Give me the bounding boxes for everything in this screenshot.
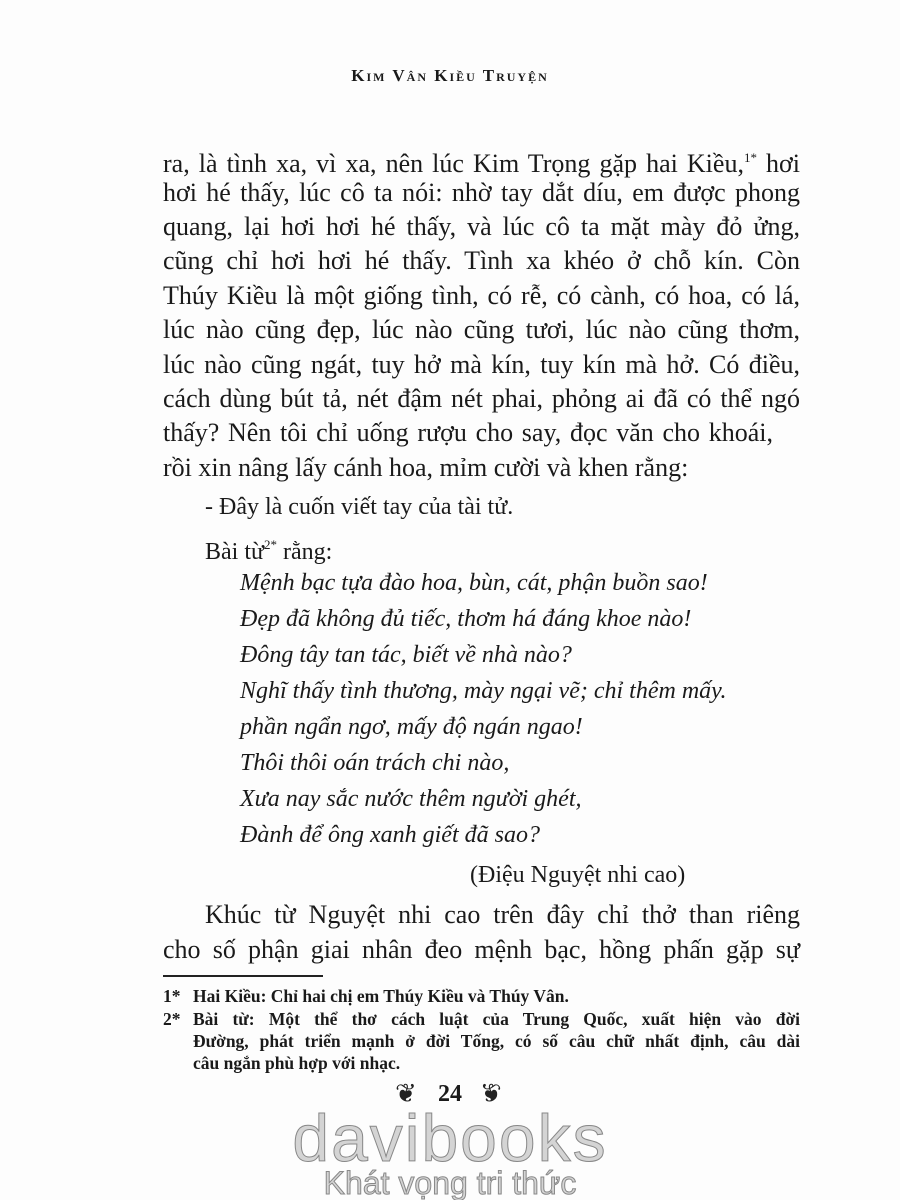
body-line-8: cách dùng bút tả, nét đậm nét phai, phỏng ai đã có thể ngó: [163, 384, 800, 413]
poem-line-5: phần ngẩn ngơ, mấy độ ngán ngao!: [240, 714, 583, 740]
poem-line-7: Xưa nay sắc nước thêm người ghét,: [240, 786, 582, 812]
body-line-11: Khúc từ Nguyệt nhi cao trên đây chỉ thở than riêng: [205, 900, 800, 929]
watermark-brand: davibooks: [292, 1110, 608, 1166]
body-line-1: ra, là tình xa, vì xa, nên lúc Kim Trọng gặp hai Kiều,$^{1*}$ hơi: [163, 149, 800, 178]
footnote-number: 1*: [163, 986, 181, 1006]
body-line-4: cũng chỉ hơi hơi hé thấy. Tình xa khéo ở chỗ kín. Còn: [163, 246, 800, 275]
poem-line-2: Đẹp đã không đủ tiếc, thơm há đáng khoe nào!: [240, 606, 692, 632]
ornament-right-icon: ❦: [480, 1079, 502, 1108]
footnote-text: Hai Kiều: Chỉ hai chị em Thúy Kiều và Thúy Vân.: [193, 986, 569, 1006]
body-line-2: hơi hé thấy, lúc cô ta nói: nhờ tay dắt díu, em được phong: [163, 178, 800, 207]
watermark-tagline: Khát vọng tri thức: [323, 1166, 577, 1200]
poem-line-3: Đông tây tan tác, biết về nhà nào?: [240, 642, 572, 668]
footnote-number: 2*: [163, 1009, 181, 1029]
body-line-9: thấy? Nên tôi chỉ uống rượu cho say, đọc văn cho khoái,: [163, 418, 773, 447]
footnote-ref-1[interactable]: 1*: [743, 150, 757, 165]
poem-line-4: Nghĩ thấy tình thương, mày ngại vẽ; chỉ thêm mấy.: [240, 678, 727, 704]
poem-line-6: Thôi thôi oán trách chi nào,: [240, 750, 510, 776]
body-line-7: lúc nào cũng ngát, tuy hở mà kín, tuy kín mà hở. Có điều,: [163, 350, 800, 379]
poem-attribution: (Điệu Nguyệt nhi cao): [470, 862, 686, 888]
running-header: Kim Vân Kiều Truyện: [351, 66, 549, 85]
body-line-6: lúc nào cũng đẹp, lúc nào cũng tươi, lúc nào cũng thơm,: [163, 315, 800, 344]
footnote-ref-2[interactable]: 2*: [264, 537, 278, 552]
footnote-text: Đường, phát triển mạnh ở đời Tống, có số câu chữ nhất định, câu dài: [193, 1031, 800, 1051]
poem-line-8: Đành để ông xanh giết đã sao?: [240, 822, 540, 848]
footnote-rule: [163, 975, 323, 977]
ornament-left-icon: ❦: [395, 1079, 417, 1108]
footnote-text: câu ngắn phù hợp với nhạc.: [193, 1053, 401, 1073]
body-line-3: quang, lại hơi hơi hé thấy, và lúc cô ta mặt mày đỏ ửng,: [163, 212, 800, 241]
page-number: 24: [438, 1081, 462, 1107]
quote-line: - Đây là cuốn viết tay của tài tử.: [205, 494, 514, 520]
poem-line-1: Mệnh bạc tựa đào hoa, bùn, cát, phận buồn sao!: [240, 570, 708, 596]
footnote-text: Bài từ: Một thể thơ cách luật của Trung Quốc, xuất hiện vào đời: [193, 1009, 800, 1029]
body-line-5: Thúy Kiều là một giống tình, có rễ, có cành, có hoa, có lá,: [163, 281, 800, 310]
body-line-12: cho số phận giai nhân đeo mệnh bạc, hồng phấn gặp sự: [163, 935, 800, 964]
body-line-10: rồi xin nâng lấy cánh hoa, mỉm cười và khen rằng:: [163, 453, 689, 482]
bai-tu-intro: Bài từ$^{2*}$ rằng:: [205, 537, 333, 565]
